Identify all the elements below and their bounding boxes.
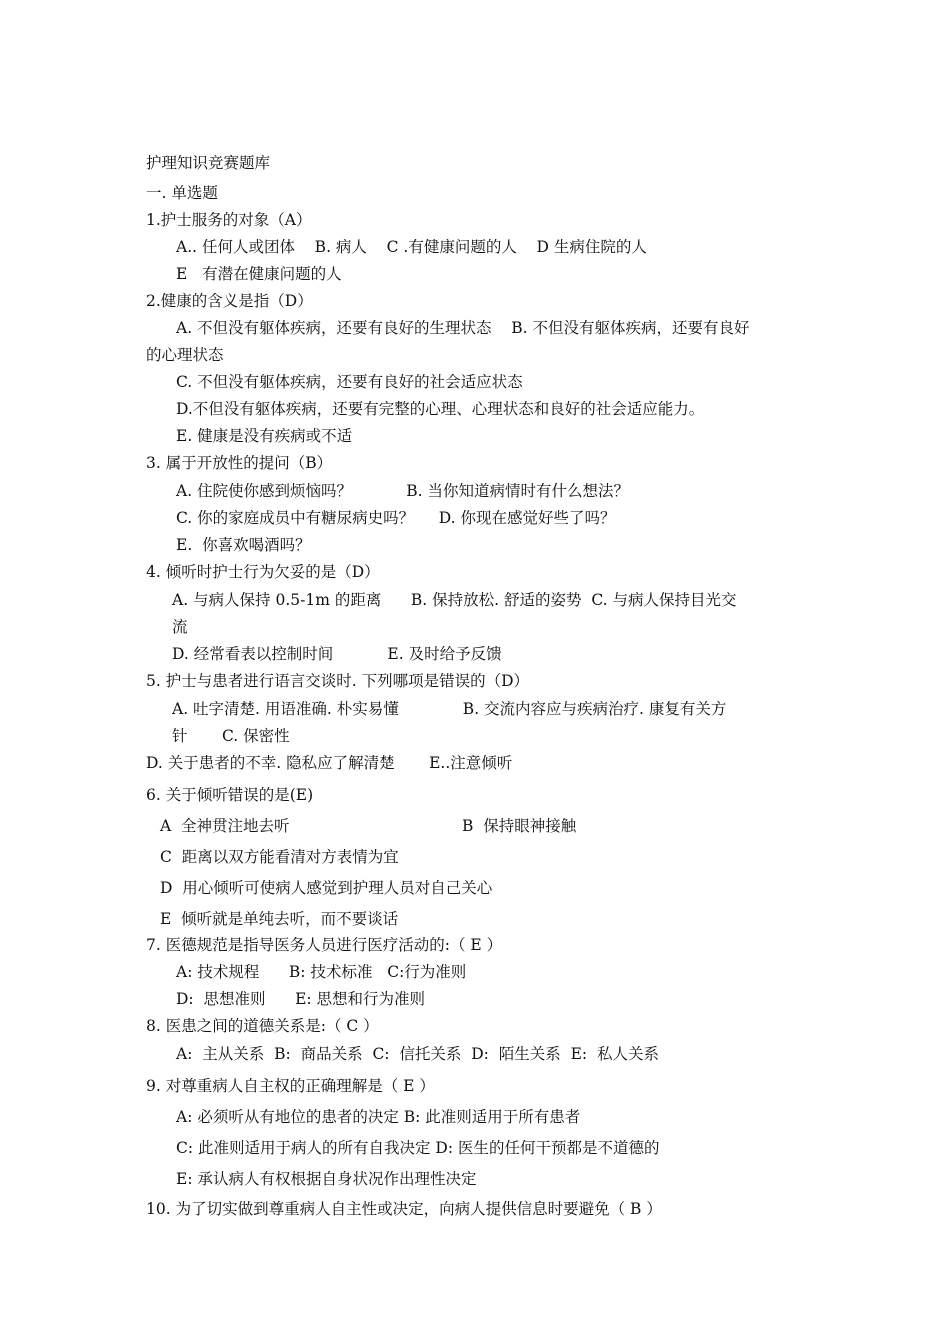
question-9-options-cd: C: 此准则适用于病人的所有自我决定 D: 医生的任何干预都是不道德的 <box>176 1139 660 1157</box>
question-8-options: A: 主从关系 B: 商品关系 C: 信托关系 D: 陌生关系 E: 私人关系 <box>176 1045 659 1063</box>
question-2-options-ab: A. 不但没有躯体疾病，还要有良好的生理状态 B. 不但没有躯体疾病，还要有良好 <box>176 319 750 337</box>
question-6-option-d: D 用心倾听可使病人感觉到护理人员对自己关心 <box>160 879 493 897</box>
question-2-option-e: E. 健康是没有疾病或不适 <box>176 427 353 445</box>
question-5-options-ab: A. 吐字清楚. 用语准确. 朴实易懂 B. 交流内容应与疾病治疗. 康复有关方 <box>172 700 727 718</box>
question-7-options-de: D: 思想准则 E: 思想和行为准则 <box>176 990 426 1008</box>
question-2-options-ab-cont: 的心理状态 <box>146 346 224 364</box>
question-2-stem: 2.健康的含义是指（D） <box>146 292 313 310</box>
question-2-option-d: D.不但没有躯体疾病，还要有完整的心理、心理状态和良好的社会适应能力。 <box>176 400 705 418</box>
question-9-stem: 9. 对尊重病人自主权的正确理解是（ E ） <box>146 1077 435 1095</box>
question-9-option-e: E: 承认病人有权根据自身状况作出理性决定 <box>176 1170 477 1188</box>
question-4-stem: 4. 倾听时护士行为欠妥的是（D） <box>146 563 380 581</box>
question-4-options-abc-cont: 流 <box>172 618 188 636</box>
question-5-options-de: D. 关于患者的不幸. 隐私应了解清楚 E..注意倾听 <box>146 754 513 772</box>
question-7-stem: 7. 医德规范是指导医务人员进行医疗活动的:（ E ） <box>146 936 503 954</box>
question-6-option-c: C 距离以双方能看清对方表情为宜 <box>160 848 399 866</box>
question-6-option-e: E 倾听就是单纯去听，而不要谈话 <box>160 910 399 928</box>
question-4-options-de: D. 经常看表以控制时间 E. 及时给予反馈 <box>172 645 502 663</box>
document-title: 护理知识竞赛题库 <box>146 154 271 172</box>
question-9-options-ab: A: 必须听从有地位的患者的决定 B: 此准则适用于所有患者 <box>176 1108 581 1126</box>
question-1-stem: 1.护士服务的对象（A） <box>146 211 312 229</box>
question-10-stem: 10. 为了切实做到尊重病人自主性或决定，向病人提供信息时要避免（ B ） <box>146 1200 662 1218</box>
question-3-options-ab: A. 住院使你感到烦恼吗？ B. 当你知道病情时有什么想法？ <box>176 482 629 500</box>
question-6-option-b: B 保持眼神接触 <box>462 817 577 835</box>
question-7-options-abc: A: 技术规程 B: 技术标准 C:行为准则 <box>176 963 467 981</box>
question-5-options-ab-cont: 针 C. 保密性 <box>172 727 290 745</box>
question-6-option-a: A 全神贯注地去听 <box>160 817 290 835</box>
question-3-stem: 3. 属于开放性的提问（B） <box>146 454 333 472</box>
question-3-option-e: E. 你喜欢喝酒吗？ <box>176 536 311 554</box>
question-3-options-cd: C. 你的家庭成员中有糖尿病史吗？ D. 你现在感觉好些了吗？ <box>176 509 616 527</box>
question-1-option-e: E 有潜在健康问题的人 <box>176 265 342 283</box>
question-1-options: A.. 任何人或团体 B. 病人 C .有健康问题的人 D 生病住院的人 <box>176 238 647 256</box>
question-2-option-c: C. 不但没有躯体疾病，还要有良好的社会适应状态 <box>176 373 523 391</box>
question-6-stem: 6. 关于倾听错误的是(E) <box>146 786 314 804</box>
section-heading: 一. 单选题 <box>146 184 218 202</box>
question-8-stem: 8. 医患之间的道德关系是:（ C ） <box>146 1017 379 1035</box>
question-5-stem: 5. 护士与患者进行语言交谈时. 下列哪项是错误的（D） <box>146 672 529 690</box>
question-4-options-abc: A. 与病人保持 0.5-1m 的距离 B. 保持放松. 舒适的姿势 C. 与病人保持目光交 <box>172 591 737 609</box>
